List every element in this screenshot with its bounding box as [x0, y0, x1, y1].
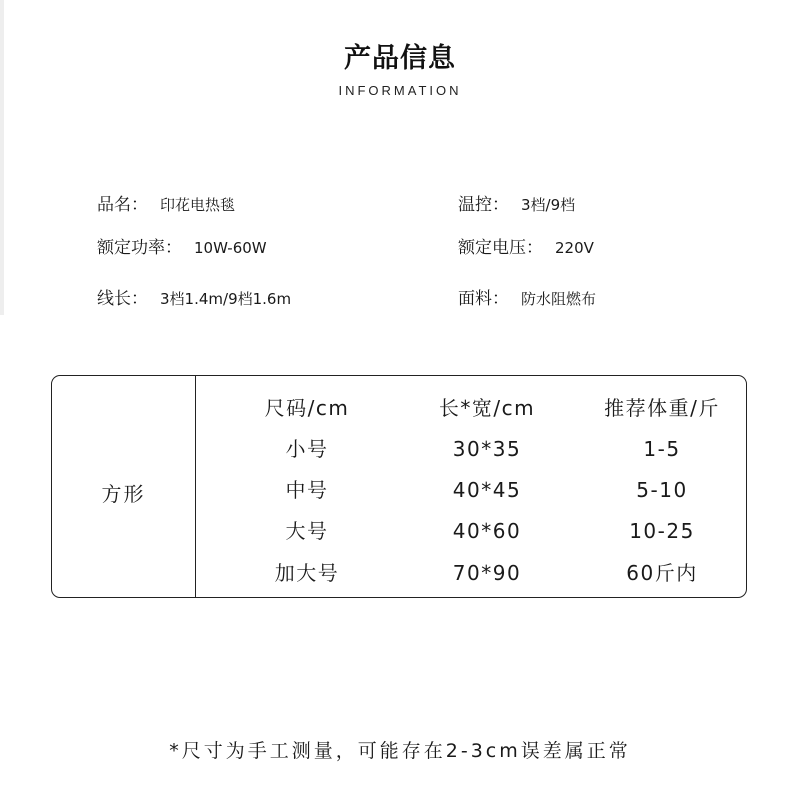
spec-rated-power — [97, 238, 267, 258]
spec-value: 220V — [555, 239, 594, 257]
page-title: 产品信息 — [344, 43, 456, 74]
spec-label: 温控： — [458, 195, 509, 215]
spec-value: 印花电热毯 — [160, 196, 236, 214]
row-size: 加大号 — [274, 561, 340, 585]
page-subtitle: INFORMATION — [338, 83, 462, 98]
header-size: 尺码/cm — [264, 396, 350, 420]
shape-label: 方形 — [101, 482, 146, 506]
row-weight: 5-10 — [636, 478, 688, 502]
spec-fabric — [458, 289, 596, 309]
header-weight: 推荐体重/斤 — [604, 396, 720, 420]
row-weight: 60斤内 — [626, 561, 698, 585]
row-weight: 1-5 — [643, 437, 681, 461]
spec-cord-length — [97, 289, 291, 309]
spec-value: 3档1.4m/9档1.6m — [160, 290, 292, 308]
spec-product-name — [97, 195, 235, 215]
row-size: 大号 — [285, 519, 329, 543]
row-size: 小号 — [285, 437, 329, 461]
spec-label: 额定功率： — [97, 238, 182, 258]
spec-label: 品名： — [97, 195, 148, 215]
spec-label: 额定电压： — [458, 238, 543, 258]
spec-value: 3档/9档 — [521, 196, 576, 214]
spec-value: 防水阻燃布 — [521, 290, 597, 308]
footnote: *尺寸为手工测量，可能存在2-3cm误差属正常 — [169, 740, 631, 762]
row-dimensions: 40*45 — [452, 478, 522, 502]
spec-value: 10W-60W — [194, 239, 267, 257]
row-weight: 10-25 — [629, 519, 695, 543]
size-table — [51, 375, 747, 598]
spec-temp-control — [458, 195, 575, 215]
spec-rated-voltage — [458, 238, 594, 258]
row-dimensions: 30*35 — [452, 437, 522, 461]
header-dimensions: 长*宽/cm — [438, 396, 536, 420]
row-size: 中号 — [285, 478, 329, 502]
row-dimensions: 70*90 — [452, 561, 522, 585]
spec-label: 线长： — [97, 289, 148, 309]
shape-column — [52, 376, 196, 597]
spec-label: 面料： — [458, 289, 509, 309]
row-dimensions: 40*60 — [452, 519, 522, 543]
